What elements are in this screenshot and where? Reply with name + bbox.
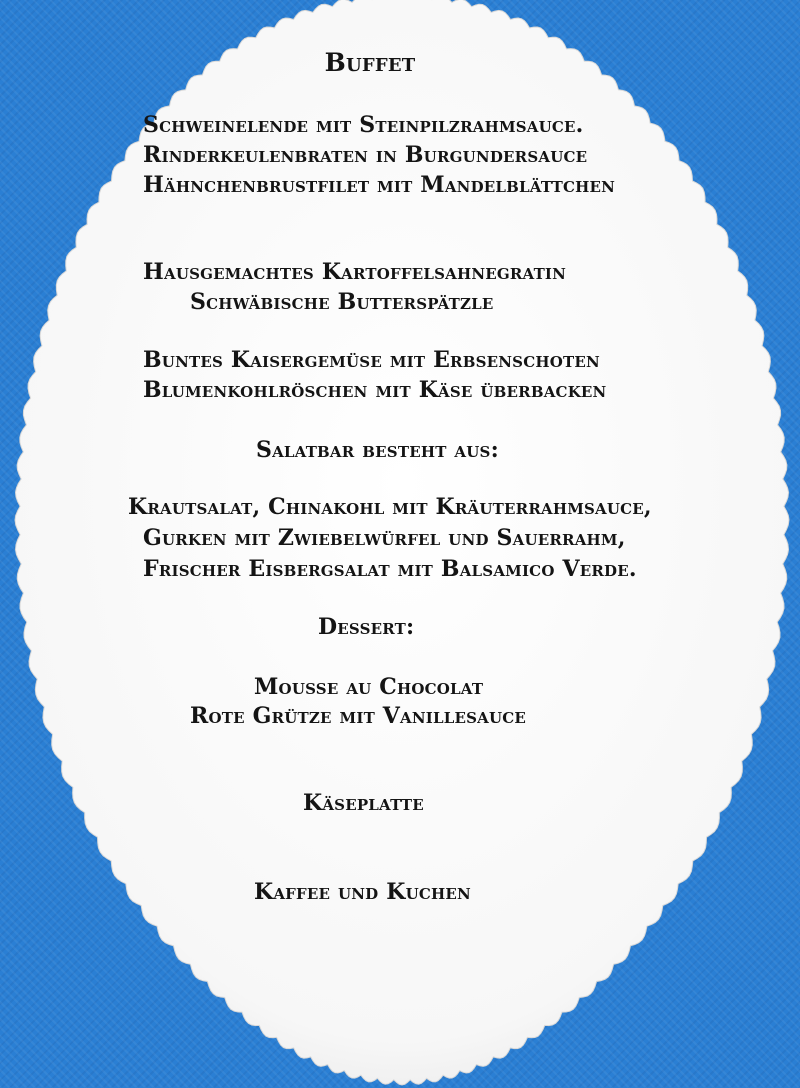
main-dish-1: Schweinelende mit Steinpilzrahmsauce. <box>143 112 584 138</box>
salad-item-2: Gurken mit Zwiebelwürfel und Sauerrahm, <box>143 525 626 551</box>
salad-item-1: Krautsalat, Chinakohl mit Kräuterrahmsauce, <box>128 494 652 520</box>
dessert-item-2: Rote Grütze mit Vanillesauce <box>190 703 527 729</box>
salad-item-3: Frischer Eisbergsalat mit Balsamico Verde. <box>143 556 637 582</box>
side-dish-1: Hausgemachtes Kartoffelsahnegratin <box>143 259 567 285</box>
vegetable-2: Blumenkohlröschen mit Käse überbacken <box>143 377 607 403</box>
coffee-course: Kaffee und Kuchen <box>254 879 471 905</box>
dessert-heading: Dessert: <box>318 614 415 640</box>
vegetable-1: Buntes Kaisergemüse mit Erbsenschoten <box>143 347 600 373</box>
salad-heading: Salatbar besteht aus: <box>256 437 499 463</box>
cheese-course: Käseplatte <box>303 790 424 816</box>
main-dish-3: Hähnchenbrustfilet mit Mandelblättchen <box>143 172 616 198</box>
dessert-item-1: Mousse au Chocolat <box>254 674 484 700</box>
menu-title: Buffet <box>324 48 416 77</box>
main-dish-2: Rinderkeulenbraten in Burgundersauce <box>143 142 588 168</box>
side-dish-2: Schwäbische Butterspätzle <box>190 289 494 315</box>
